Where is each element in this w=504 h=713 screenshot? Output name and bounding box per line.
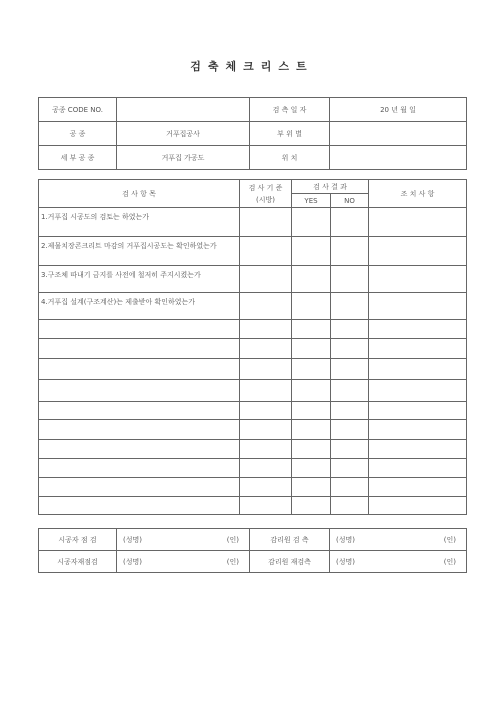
check-action-cell[interactable] [369,478,467,497]
trade-field[interactable]: 거푸집공사 [117,122,250,146]
check-yes-cell[interactable] [292,478,331,497]
table-row [39,420,467,440]
table-row [39,497,467,515]
check-action-cell[interactable] [369,420,467,440]
check-no-cell[interactable] [331,497,369,515]
supervisor-reinspect-seal: (인) [443,558,456,566]
subtrade-field[interactable]: 거푸집 가공도 [117,146,250,170]
check-item[interactable]: 1.거푸집 시공도의 검토는 하였는가 [39,208,240,237]
col-standard-label: 검 사 기 준 [248,183,283,192]
check-standard-cell[interactable] [240,293,292,320]
check-no-cell[interactable] [331,339,369,359]
col-yes-header: YES [292,194,331,208]
col-action-header: 조 치 사 항 [369,180,467,208]
check-yes-cell[interactable] [292,402,331,420]
table-row [39,320,467,339]
location-field[interactable] [330,146,467,170]
check-standard-cell[interactable] [240,266,292,293]
check-standard-cell[interactable] [240,420,292,440]
location-label: 위 치 [250,146,330,170]
table-row [39,440,467,459]
check-yes-cell[interactable] [292,497,331,515]
check-action-cell[interactable] [369,320,467,339]
check-item[interactable] [39,420,240,440]
check-item[interactable] [39,478,240,497]
check-yes-cell[interactable] [292,339,331,359]
check-yes-cell[interactable] [292,359,331,380]
contractor-inspect-seal: (인) [226,536,239,544]
contractor-inspect-label: 시공자 점 검 [39,529,117,551]
check-standard-cell[interactable] [240,208,292,237]
check-item[interactable] [39,459,240,478]
check-standard-cell[interactable] [240,478,292,497]
contractor-inspect-name: (성명) [123,536,142,544]
contractor-reinspect-signature[interactable] [117,551,250,573]
table-row [39,478,467,497]
check-standard-cell[interactable] [240,402,292,420]
check-action-cell[interactable] [369,293,467,320]
header-row-trade [39,122,467,146]
col-standard-header [240,180,292,208]
check-standard-cell[interactable] [240,380,292,402]
col-standard-sublabel: (시방) [256,195,275,204]
check-action-cell[interactable] [369,402,467,420]
supervisor-inspect-signature[interactable] [330,529,467,551]
checklist-header-row-1 [39,180,467,194]
check-item[interactable] [39,359,240,380]
check-yes-cell[interactable] [292,320,331,339]
check-standard-cell[interactable] [240,320,292,339]
check-standard-cell[interactable] [240,237,292,266]
check-no-cell[interactable] [331,420,369,440]
supervisor-reinspect-signature[interactable] [330,551,467,573]
table-row [39,237,467,266]
date-label: 검 측 일 자 [250,98,330,122]
part-label: 부 위 별 [250,122,330,146]
check-item[interactable] [39,497,240,515]
check-item[interactable] [39,440,240,459]
check-item[interactable] [39,380,240,402]
check-no-cell[interactable] [331,293,369,320]
subtrade-label: 세 부 공 종 [39,146,117,170]
table-row [39,459,467,478]
check-no-cell[interactable] [331,208,369,237]
header-row-code [39,98,467,122]
check-no-cell[interactable] [331,237,369,266]
checklist-table [38,179,467,515]
trade-label: 공 종 [39,122,117,146]
check-no-cell[interactable] [331,359,369,380]
contractor-inspect-signature[interactable] [117,529,250,551]
contractor-reinspect-seal: (인) [226,558,239,566]
col-item-header: 검 사 항 목 [39,180,240,208]
check-yes-cell[interactable] [292,440,331,459]
header-table [38,97,467,170]
check-yes-cell[interactable] [292,380,331,402]
table-row [39,339,467,359]
check-yes-cell[interactable] [292,208,331,237]
table-row [39,208,467,237]
check-action-cell[interactable] [369,208,467,237]
check-action-cell[interactable] [369,440,467,459]
check-standard-cell[interactable] [240,339,292,359]
check-yes-cell[interactable] [292,266,331,293]
check-no-cell[interactable] [331,478,369,497]
check-item[interactable]: 4.거푸집 설계(구조계산)는 제출받아 확인하였는가 [39,293,240,320]
check-action-cell[interactable] [369,497,467,515]
check-no-cell[interactable] [331,402,369,420]
check-no-cell[interactable] [331,320,369,339]
check-standard-cell[interactable] [240,497,292,515]
check-action-cell[interactable] [369,359,467,380]
check-no-cell[interactable] [331,440,369,459]
supervisor-inspect-name: (성명) [336,536,355,544]
supervisor-reinspect-name: (성명) [336,558,355,566]
check-item[interactable] [39,339,240,359]
check-action-cell[interactable] [369,237,467,266]
check-item[interactable] [39,402,240,420]
check-item[interactable] [39,320,240,339]
table-row [39,266,467,293]
table-row [39,359,467,380]
date-field[interactable]: 20 년 월 일 [330,98,467,122]
header-row-subtrade [39,146,467,170]
page-title: 검축체크리스트 [190,60,314,73]
check-yes-cell[interactable] [292,293,331,320]
table-row [39,293,467,320]
signature-table [38,528,467,573]
check-action-cell[interactable] [369,339,467,359]
col-result-header: 검 사 결 과 [292,180,369,194]
signature-row-2 [39,551,467,573]
check-standard-cell[interactable] [240,359,292,380]
table-row [39,402,467,420]
check-action-cell[interactable] [369,459,467,478]
contractor-reinspect-name: (성명) [123,558,142,566]
code-field[interactable] [117,98,250,122]
check-yes-cell[interactable] [292,420,331,440]
check-no-cell[interactable] [331,266,369,293]
check-standard-cell[interactable] [240,440,292,459]
contractor-reinspect-label: 시공자재점검 [39,551,117,573]
check-yes-cell[interactable] [292,459,331,478]
supervisor-reinspect-label: 감리원 재검측 [250,551,330,573]
signature-row-1 [39,529,467,551]
check-action-cell[interactable] [369,380,467,402]
supervisor-inspect-seal: (인) [443,536,456,544]
check-item[interactable]: 3.구조체 따내기 금지를 사전에 철저히 주지시켰는가 [39,266,240,293]
part-field[interactable] [330,122,467,146]
check-action-cell[interactable] [369,266,467,293]
supervisor-inspect-label: 감리원 검 측 [250,529,330,551]
check-standard-cell[interactable] [240,459,292,478]
col-no-header: NO [331,194,369,208]
check-no-cell[interactable] [331,380,369,402]
code-label: 공종 CODE NO. [39,98,117,122]
check-yes-cell[interactable] [292,237,331,266]
check-no-cell[interactable] [331,459,369,478]
check-item[interactable]: 2.제물치장콘크리트 마감의 거푸집시공도는 확인하였는가 [39,237,240,266]
table-row [39,380,467,402]
